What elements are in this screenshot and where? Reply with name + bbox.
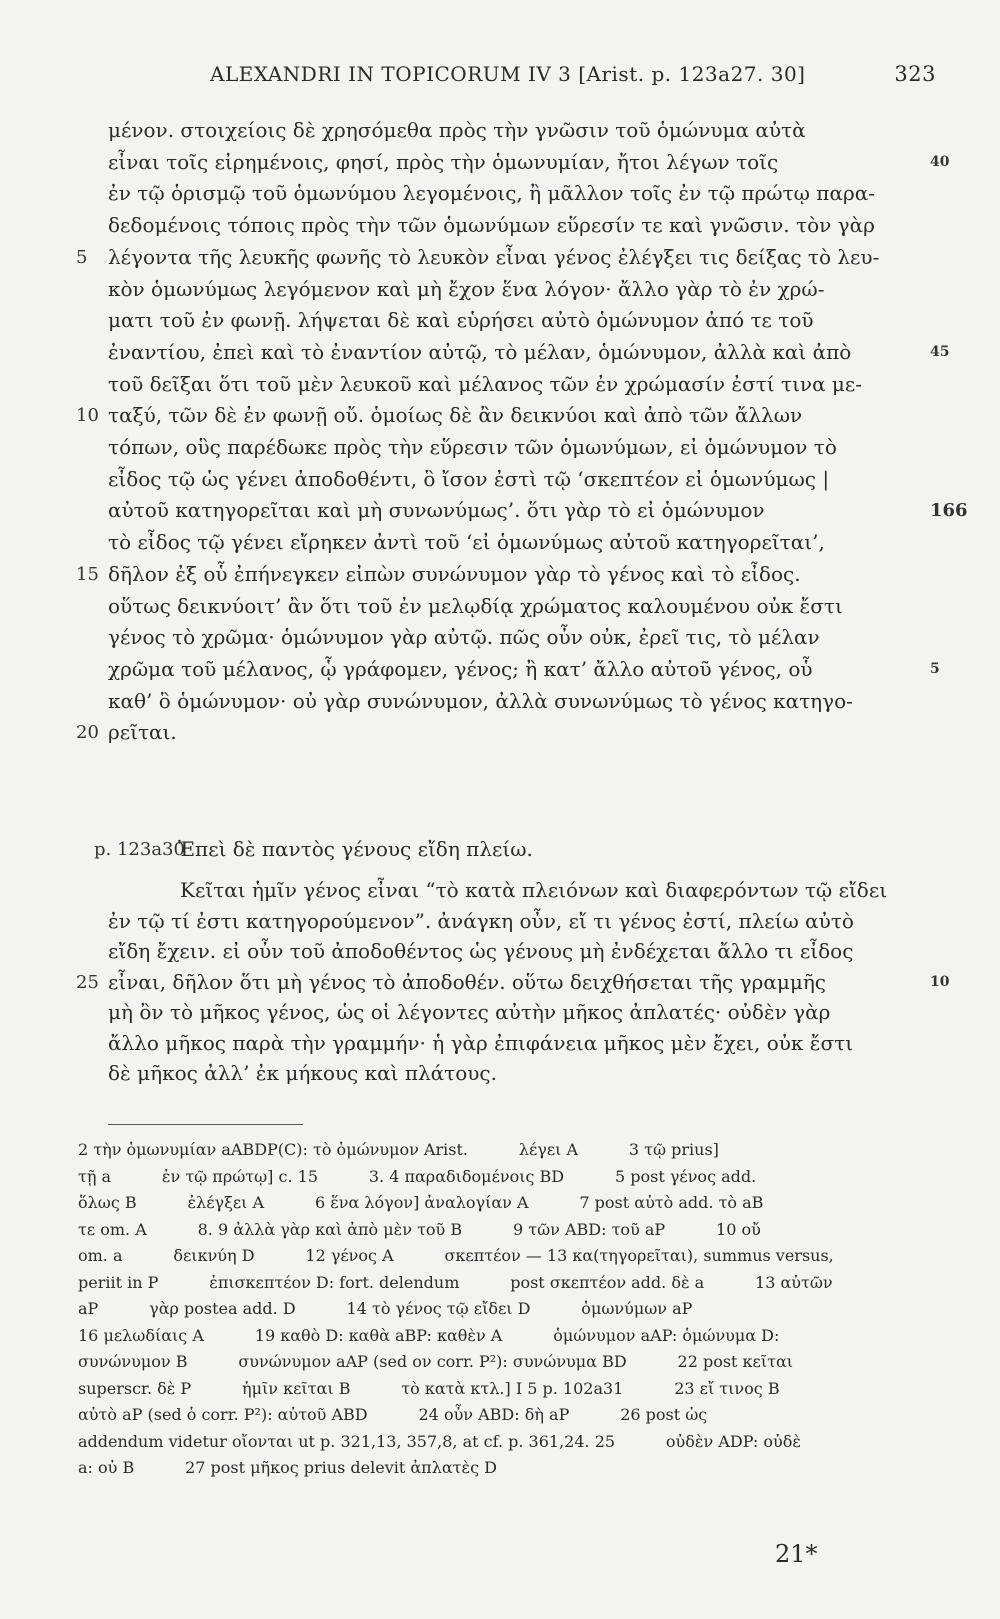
text-line — [108, 688, 916, 715]
footnote-line: 2 τὴν ὁμωνυμίαν aABDP(C): τὸ ὁμώνυμον Arist. λέγει A 3 τῷ prius] — [78, 1140, 719, 1159]
footnote-line: τῇ a ἐν τῷ πρώτῳ] c. 15 3. 4 παραδιδομένοις BD 5 post γένος add. — [78, 1166, 757, 1186]
margin-reference: 166 — [930, 500, 968, 522]
page-number: 323 — [894, 62, 936, 86]
text-line — [76, 244, 916, 271]
line-text: κὸν ὁμωνύμως λεγόμενον καὶ μὴ ἔχον ἕνα λόγον· ἄλλο γὰρ τὸ ἐν χρώ- — [108, 276, 825, 301]
text-line — [108, 339, 950, 366]
line-text: χρῶμα τοῦ μέλανος, ᾧ γράφομεν, γένος; ἢ κατ’ ἄλλο αὐτοῦ γένος, οὗ — [108, 656, 813, 681]
text-line — [108, 999, 916, 1026]
margin-reference: 10 — [930, 973, 950, 990]
line-text: ματι τοῦ ἐν φωνῇ. λήψεται δὲ καὶ εὑρήσει αὐτὸ ὁμώνυμον ἀπό τε τοῦ — [108, 308, 814, 333]
line-text: τόπων, οὓς παρέδωκε πρὸς τὴν εὕρεσιν τῶν ὁμωνύμων, εἰ ὁμώνυμον τὸ — [108, 435, 837, 459]
text-line — [108, 908, 916, 935]
text-line — [76, 561, 916, 588]
line-number: 15 — [76, 563, 99, 585]
margin-reference: 45 — [930, 343, 950, 360]
text-line — [76, 969, 950, 996]
footnote-line: addendum videtur οἴονται ut p. 321,13, 357,8, at cf. p. 361,24. 25 οὐδὲν ADP: οὐδὲ — [78, 1431, 801, 1451]
footnote-line: 16 μελωδίαις A 19 καθὸ D: καθὰ aBP: καθὲν A ὁμώνυμον aAP: ὁμώνυμα D: — [78, 1325, 780, 1345]
line-text: Κεῖται ἡμῖν γένος εἶναι “τὸ κατὰ πλειόνων καὶ διαφερόντων τῷ εἴδει — [180, 878, 888, 902]
line-text: λέγοντα τῆς λευκῆς φωνῆς τὸ λευκὸν εἶναι γένος ἐλέγξει τις δείξας τὸ λευ- — [108, 244, 880, 269]
line-text: δεδομένοις τόποις πρὸς τὴν τῶν ὁμωνύμων εὕρεσίν τε καὶ γνῶσιν. τὸν γὰρ — [108, 213, 875, 238]
lemma-line — [94, 836, 916, 863]
text-line — [108, 434, 916, 461]
line-number: 20 — [76, 722, 99, 744]
line-number: 25 — [76, 971, 99, 993]
line-text: ρεῖται. — [108, 720, 177, 745]
line-text: δὲ μῆκος ἀλλ’ ἐκ μήκους καὶ πλάτους. — [108, 1061, 497, 1085]
text-line — [108, 212, 916, 239]
line-text: εἶδος τῷ ὡς γένει ἀποδοθέντι, ὃ ἴσον ἐστὶ τῷ ‘σκεπτέον εἰ ὁμωνύμως | — [108, 466, 830, 491]
footnote-line: a: οὐ B 27 post μῆκος prius delevit ἀπλατὲς D — [78, 1458, 497, 1477]
text-line — [108, 938, 916, 965]
text-line — [108, 276, 916, 303]
text-line — [76, 719, 916, 746]
text-line — [108, 117, 916, 144]
text-line — [108, 624, 916, 651]
footnote-line: periit in P ἐπισκεπτέον D: fort. delendum post σκεπτέον add. δὲ a 13 αὐτῶν — [78, 1272, 833, 1292]
text-line — [108, 180, 916, 207]
line-text: αὐτοῦ κατηγορεῖται καὶ μὴ συνωνύμως’. ὅτι γὰρ τὸ εἰ ὁμώνυμον — [108, 498, 765, 523]
line-text: ἄλλο μῆκος παρὰ τὴν γραμμήν· ἡ γὰρ ἐπιφάνεια μῆκος μὲν ἔχει, οὐκ ἔστι — [108, 1030, 854, 1055]
footnote-line: τε om. A 8. 9 ἀλλὰ γὰρ καὶ ἀπὸ μὲν τοῦ B 9 τῶν ABD: τοῦ aP 10 οὔ — [78, 1219, 761, 1239]
line-text: εἶναι τοῖς εἰρημένοις, φησί, πρὸς τὴν ὁμωνυμίαν, ἤτοι λέγων τοῖς — [108, 149, 779, 174]
line-text: εἴδη ἔχειν. εἰ οὖν τοῦ ἀποδοθέντος ὡς γένους μὴ ἐνδέχεται ἄλλο τι εἶδος — [108, 939, 854, 963]
text-line — [108, 593, 916, 620]
line-text: ἐναντίου, ἐπεὶ καὶ τὸ ἐναντίον αὐτῷ, τὸ μέλαν, ὁμώνυμον, ἀλλὰ καὶ ἀπὸ — [108, 339, 852, 364]
margin-reference: 40 — [930, 153, 950, 170]
line-text: μένον. στοιχείοις δὲ χρησόμεθα πρὸς τὴν γνῶσιν τοῦ ὁμώνυμα αὐτὰ — [108, 118, 806, 142]
margin-reference: 5 — [930, 660, 940, 677]
text-line — [108, 877, 916, 904]
line-text: γένος τὸ χρῶμα· ὁμώνυμον γὰρ αὐτῷ. πῶς οὖν οὐκ, ἐρεῖ τις, τὸ μέλαν — [108, 625, 820, 650]
line-text: οὕτως δεικνύοιτ’ ἂν ὅτι τοῦ ἐν μελῳδίᾳ χρώματος καλουμένου οὐκ ἔστι — [108, 593, 843, 618]
text-line — [108, 497, 968, 524]
text-line — [108, 1060, 916, 1087]
line-text: δῆλον ἐξ οὗ ἐπήνεγκεν εἰπὼν συνώνυμον γὰρ τὸ γένος καὶ τὸ εἶδος. — [108, 561, 801, 586]
footnote-line: aP γὰρ postea add. D 14 τὸ γένος τῷ εἴδει D ὁμωνύμων aP — [78, 1299, 693, 1318]
footnote-line: om. a δεικνύη D 12 γένος A σκεπτέον — 13 κα(τηγορεῖται), summus versus, — [78, 1246, 834, 1265]
lemma-text: Ἐπεὶ δὲ παντὸς γένους εἴδη πλείω. — [178, 837, 533, 861]
text-line — [108, 1030, 916, 1057]
footnote-rule — [108, 1124, 303, 1125]
text-line — [108, 656, 940, 683]
text-line — [108, 371, 916, 398]
line-text: καθ’ ὃ ὁμώνυμον· οὐ γὰρ συνώνυμον, ἀλλὰ συνωνύμως τὸ γένος κατηγο- — [108, 688, 853, 713]
text-line — [108, 307, 916, 334]
line-text: τὸ εἶδος τῷ γένει εἴρηκεν ἀντὶ τοῦ ‘εἰ ὁμωνύμως αὐτοῦ κατηγορεῖται’, — [108, 530, 825, 555]
text-line — [108, 466, 916, 493]
line-text: μὴ ὂν τὸ μῆκος γένος, ὡς οἱ λέγοντες αὐτὴν μῆκος ἀπλατές· οὐδὲν γὰρ — [108, 1000, 831, 1024]
signature-mark: 21* — [775, 1540, 818, 1568]
line-text: ἐν τῷ ὁρισμῷ τοῦ ὁμωνύμου λεγομένοις, ἢ μᾶλλον τοῖς ἐν τῷ πρώτῳ παρα- — [108, 181, 875, 206]
text-line — [76, 402, 916, 429]
line-text: εἶναι, δῆλον ὅτι μὴ γένος τὸ ἀποδοθέν. οὕτω δειχθήσεται τῆς γραμμῆς — [108, 969, 827, 994]
header-title: ALEXANDRI IN TOPICORUM IV 3 [Arist. p. 123a27. 30] — [210, 62, 806, 86]
line-number: 10 — [76, 405, 99, 427]
footnote-line: ὅλως B ἐλέγξει A 6 ἕνα λόγον] ἀναλογίαν A 7 post αὐτὸ add. τὸ aB — [78, 1193, 764, 1212]
line-number: 5 — [76, 246, 88, 268]
footnote-line: συνώνυμον B συνώνυμον aAP (sed ον corr. P²): συνώνυμα BD 22 post κεῖται — [78, 1352, 794, 1371]
footnote-line: αὐτὸ aP (sed ὁ corr. P²): αὐτοῦ ABD 24 οὖν ABD: δὴ aP 26 post ὡς — [78, 1405, 708, 1424]
line-text: ταξύ, τῶν δὲ ἐν φωνῇ οὔ. ὁμοίως δὲ ἂν δεικνύοι καὶ ἀπὸ τῶν ἄλλων — [108, 403, 803, 428]
footnote-line: superscr. δὲ P ἡμῖν κεῖται B τὸ κατὰ κτλ.] I 5 p. 102a31 23 εἴ τινος B — [78, 1378, 780, 1398]
text-line — [108, 149, 950, 176]
line-text: τοῦ δεῖξαι ὅτι τοῦ μὲν λευκοῦ καὶ μέλανος τῶν ἐν χρώμασίν ἐστί τινα με- — [108, 371, 863, 396]
text-line — [108, 529, 916, 556]
lemma-reference: p. 123a30 — [94, 839, 185, 860]
line-text: ἐν τῷ τί ἐστι κατηγορούμενον”. ἀνάγκη οὖν, εἴ τι γένος ἐστί, πλείω αὐτὸ — [108, 908, 854, 933]
